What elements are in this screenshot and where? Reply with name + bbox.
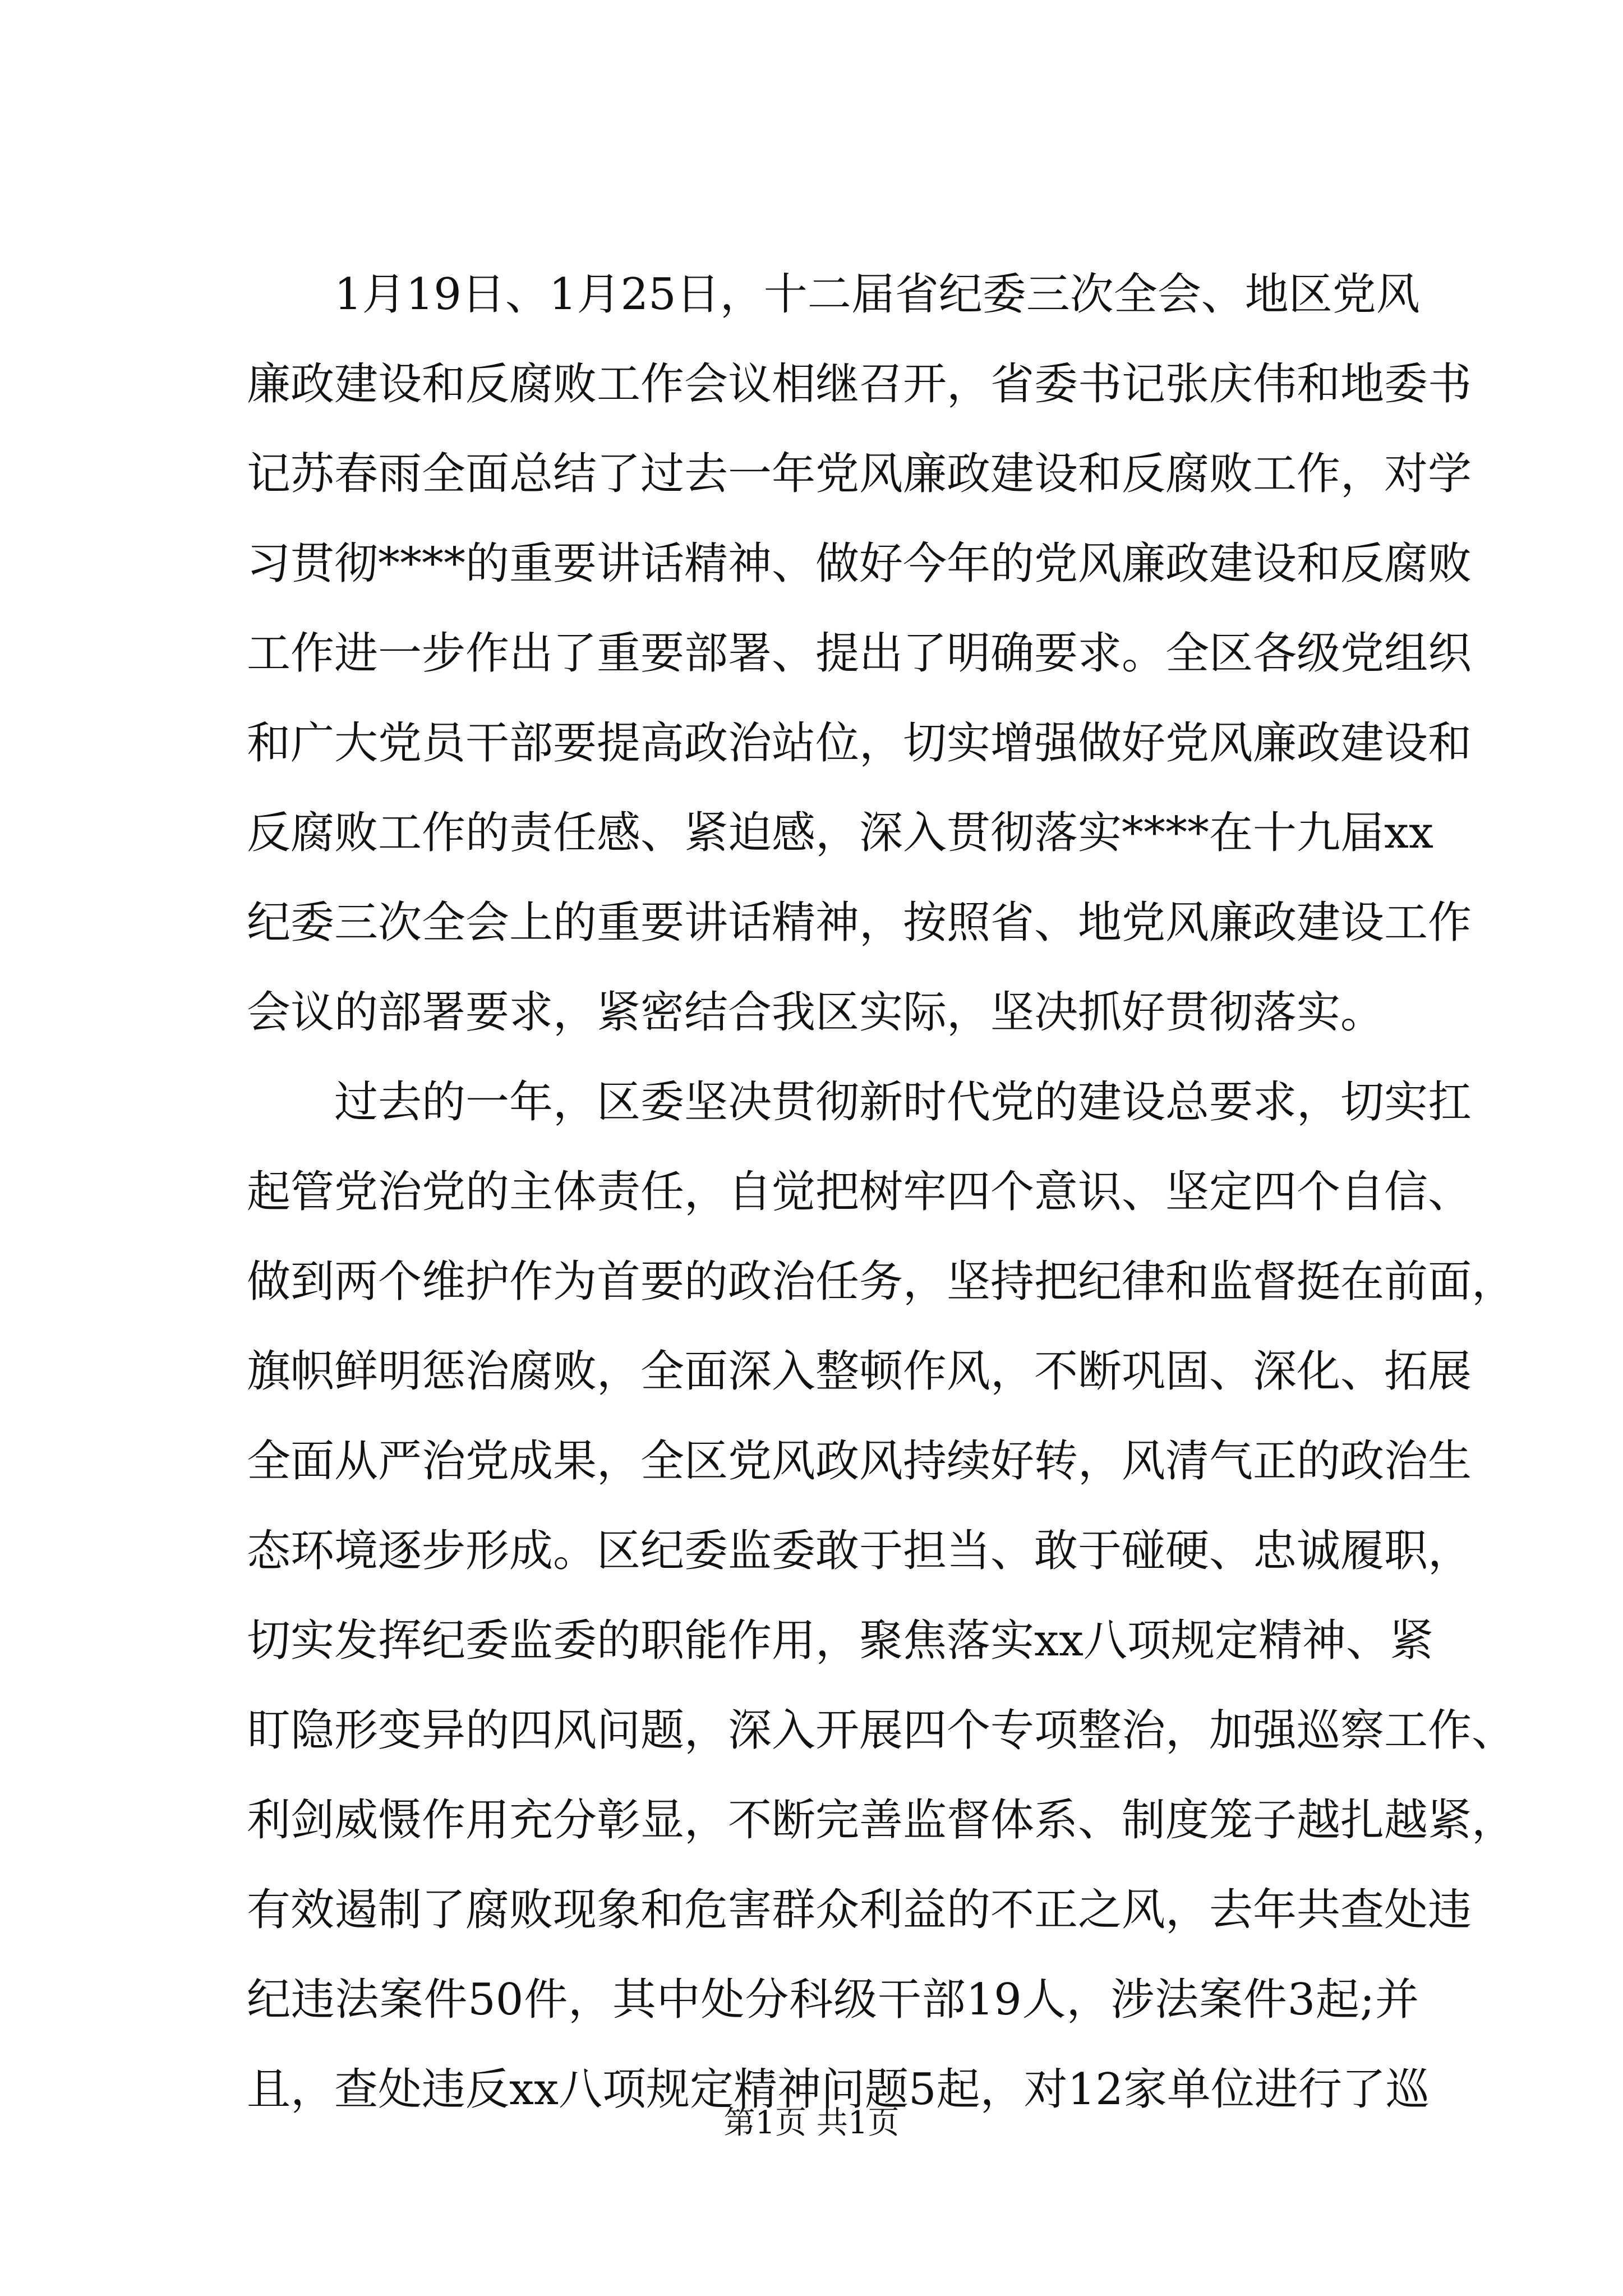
text-line: 盯隐形变异的四风问题，深入开展四个专项整治，加强巡察工作、 (247, 1705, 1516, 1756)
document-body (247, 250, 1516, 2134)
text-line: 纪委三次全会上的重要讲话精神，按照省、地党风廉政建设工作 (247, 898, 1472, 948)
text-line: 且，查处违反xx八项规定精神问题5起，对12家单位进行了巡 (247, 2064, 1430, 2115)
text-line: 1月19日、1月25日，十二届省纪委三次全会、地区党风 (334, 269, 1420, 320)
text-line: 会议的部署要求，紧密结合我区实际，坚决抓好贯彻落实。 (247, 987, 1385, 1038)
text-line: 利剑威慑作用充分彰显，不断完善监督体系、制度笼子越扎越紧， (247, 1795, 1516, 1846)
paragraph-1 (247, 250, 1472, 1057)
text-line: 反腐败工作的责任感、紧迫感，深入贯彻落实****在十九届xx (247, 808, 1433, 858)
text-line: 记苏春雨全面总结了过去一年党风廉政建设和反腐败工作，对学 (247, 449, 1472, 499)
page-number: 第1页 共1页 (723, 2105, 900, 2141)
text-line: 和广大党员干部要提高政治站位，切实增强做好党风廉政建设和 (247, 718, 1472, 769)
text-line: 过去的一年，区委坚决贯彻新时代党的建设总要求，切实扛 (334, 1077, 1472, 1128)
text-line: 起管党治党的主体责任，自觉把树牢四个意识、坚定四个自信、 (247, 1167, 1472, 1217)
text-line: 切实发挥纪委监委的职能作用，聚焦落实xx八项规定精神、紧 (247, 1616, 1433, 1666)
text-line: 纪违法案件50件，其中处分科级干部19人，涉法案件3起;并 (247, 1975, 1419, 2025)
text-line: 工作进一步作出了重要部署、提出了明确要求。全区各级党组织 (247, 628, 1472, 679)
text-line: 习贯彻****的重要讲话精神、做好今年的党风廉政建设和反腐败 (247, 539, 1472, 589)
paragraph-2 (247, 1057, 1516, 2134)
text-line: 态环境逐步形成。区纪委监委敢于担当、敢于碰硬、忠诚履职， (247, 1526, 1472, 1576)
text-line: 全面从严治党成果，全区党风政风持续好转，风清气正的政治生 (247, 1436, 1472, 1487)
text-line: 廉政建设和反腐败工作会议相继召开，省委书记张庆伟和地委书 (247, 359, 1472, 409)
text-line: 旗帜鲜明惩治腐败，全面深入整顿作风，不断巩固、深化、拓展 (247, 1346, 1472, 1397)
text-line: 有效遏制了腐败现象和危害群众利益的不正之风，去年共查处违 (247, 1885, 1472, 1935)
text-line: 做到两个维护作为首要的政治任务，坚持把纪律和监督挺在前面， (247, 1257, 1516, 1307)
